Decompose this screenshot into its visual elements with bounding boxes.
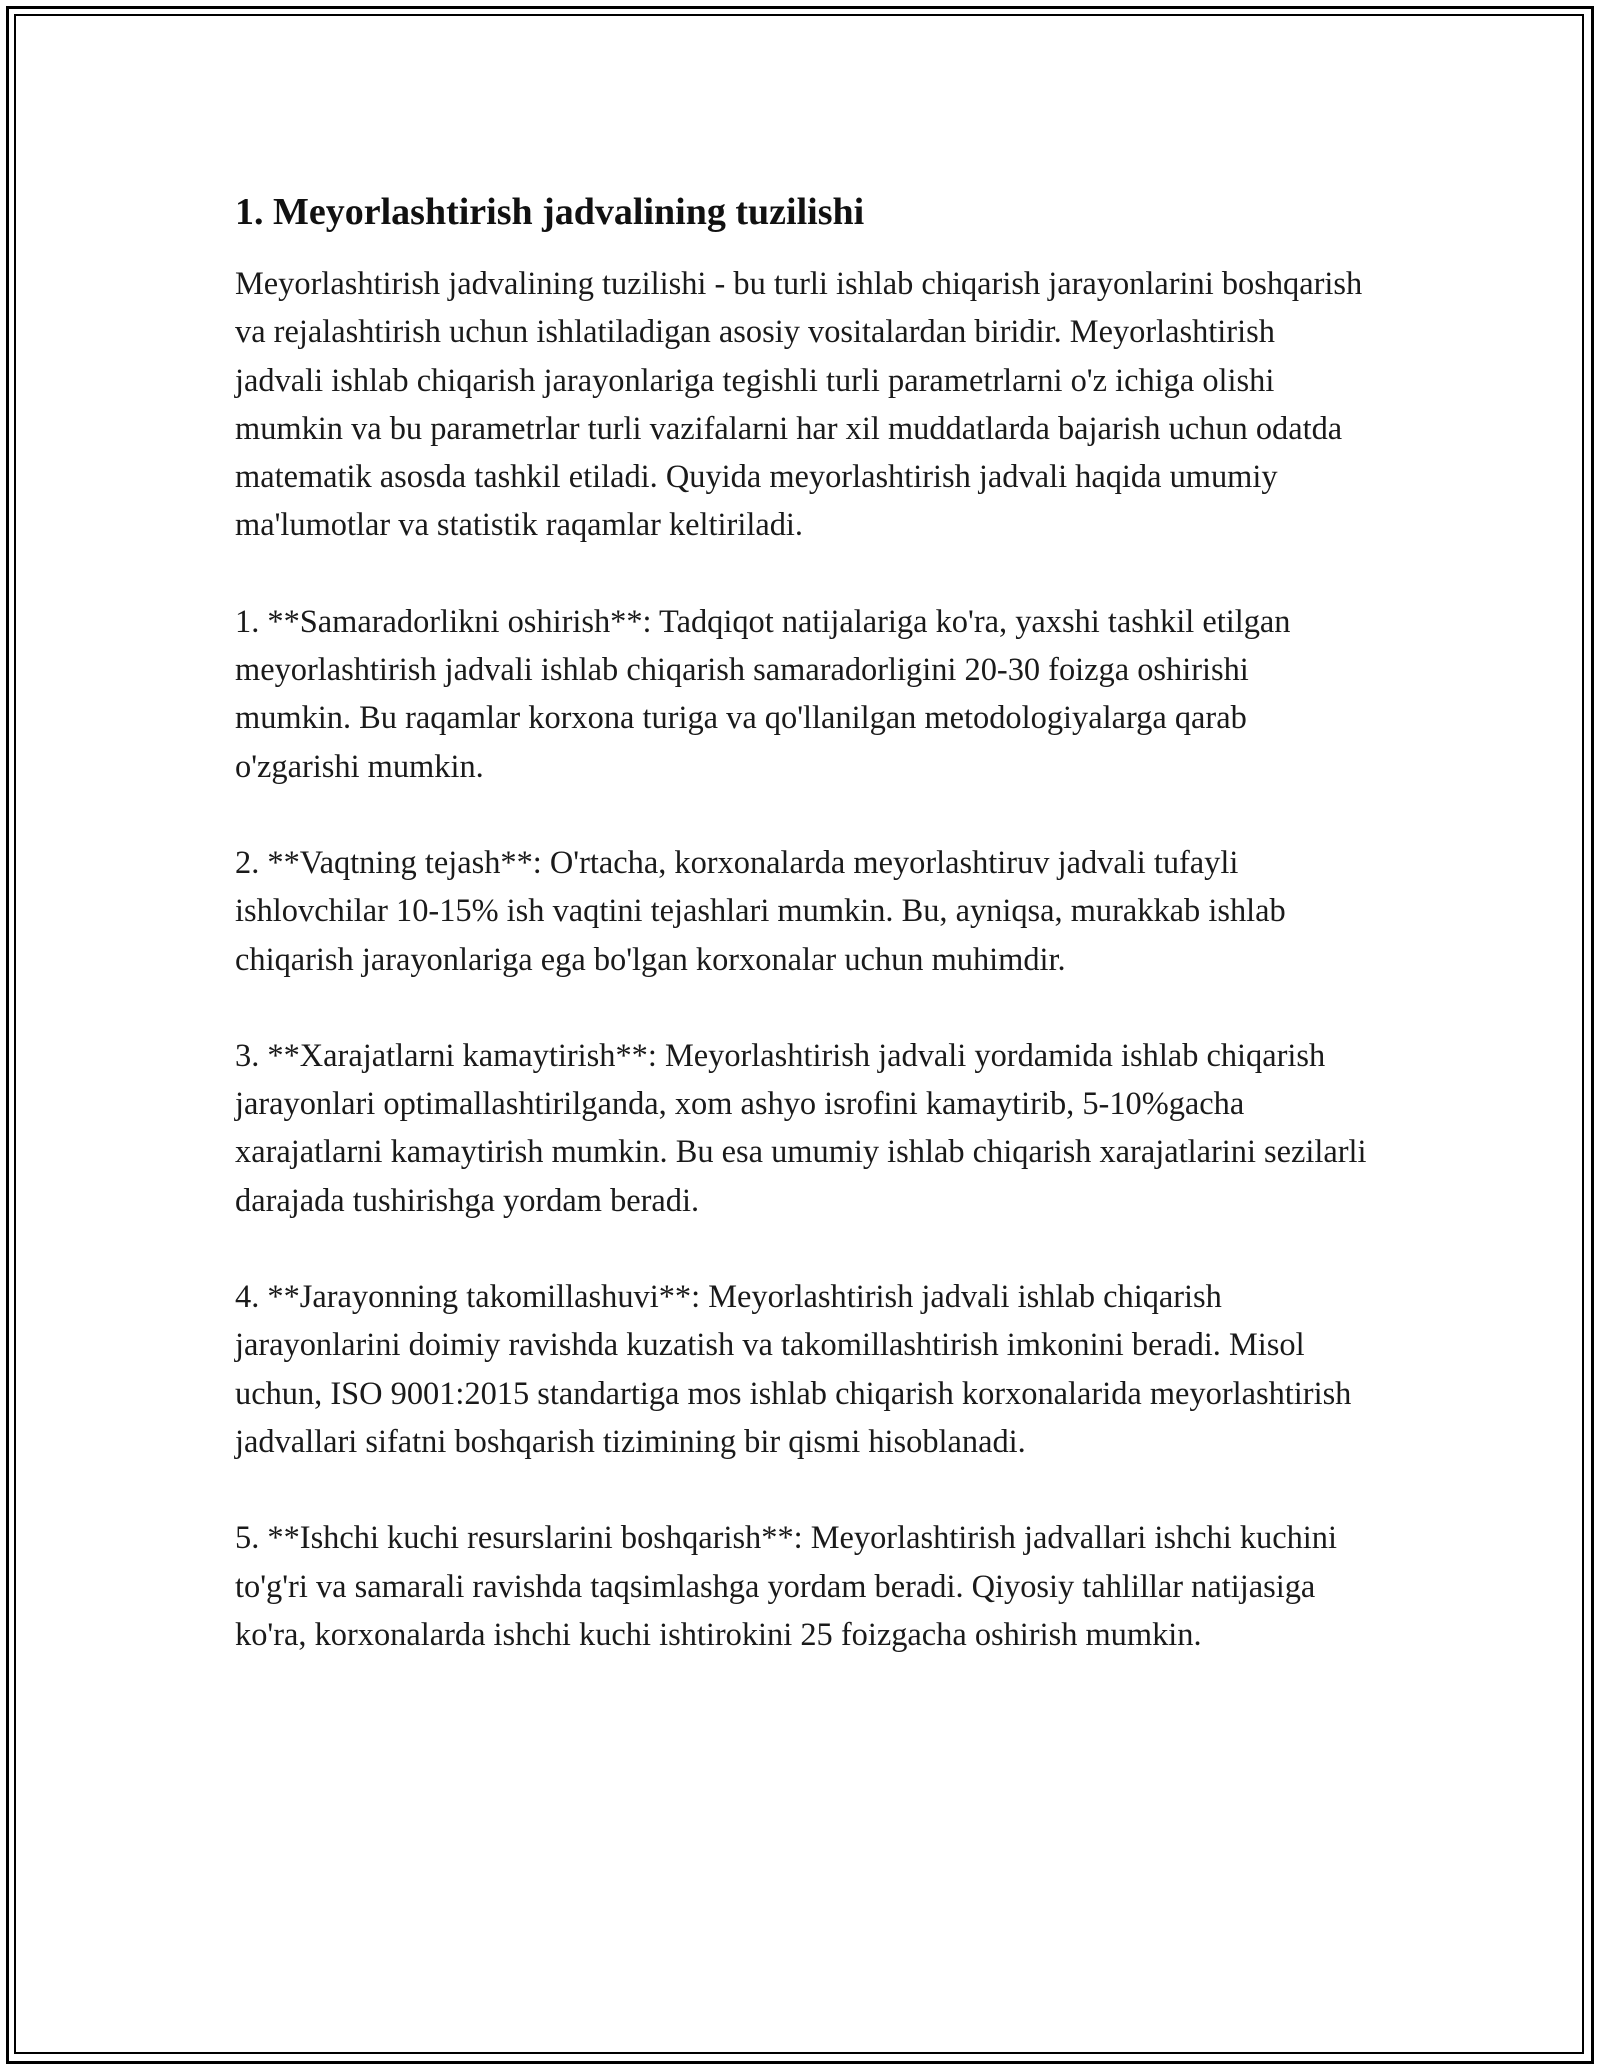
section-heading: 1. Meyorlashtirish jadvalining tuzilishi <box>235 191 865 233</box>
list-item-3: 3. **Xarajatlarni kamaytirish**: Meyorlashtirish jadvali yordamida ishlab chiqarish jarayonlari optimallashtirilganda, xom ashyo isrofini kamaytirib, 5-10%gacha xarajatlarni kamaytirish mumkin. Bu esa umumiy ishlab chiqarish xarajatlarini sezilarli darajada tushirishga yordam beradi. <box>235 1037 1367 1219</box>
list-item-2: 2. **Vaqtning tejash**: O'rtacha, korxonalarda meyorlashtiruv jadvali tufayli ishlovchilar 10-15% ish vaqtini tejashlari mumkin. Bu, ayniqsa, murakkab ishlab chiqarish jarayonlariga ega bo'lgan korxonalar uchun muhimdir. <box>235 844 1286 978</box>
list-item-5: 5. **Ishchi kuchi resurslarini boshqarish**: Meyorlashtirish jadvallari ishchi kuchini to'g'ri va samarali ravishda taqsimlashga yordam beradi. Qiyosiy tahlillar natijasiga ko'ra, korxonalarda ishchi kuchi ishtirokini 25 foizgacha oshirish mumkin. <box>235 1520 1337 1653</box>
list-item-4: 4. **Jarayonning takomillashuvi**: Meyorlashtirish jadvali ishlab chiqarish jarayonlarini doimiy ravishda kuzatish va takomillashtirish imkonini beradi. Misol uchun, ISO 9001:2015 standartiga mos ishlab chiqarish korxonalarida meyorlashtirish jadvallari sifatni boshqarish tizimining bir qismi hisoblanadi. <box>235 1279 1352 1460</box>
list-item-1: 1. **Samaradorlikni oshirish**: Tadqiqot natijalariga ko'ra, yaxshi tashkil etilgan meyorlashtirish jadvali ishlab chiqarish samaradorligini 20-30 foizga oshirishi mumkin. Bu raqamlar korxona turiga va qo'llanilgan metodologiyalarga qarab o'zgarishi mumkin. <box>235 603 1291 785</box>
intro-paragraph: Meyorlashtirish jadvalining tuzilishi - bu turli ishlab chiqarish jarayonlarini boshqarish va rejalashtirish uchun ishlatiladigan asosiy vositalardan biridir. Meyorlashtirish jadvali ishlab chiqarish jarayonlariga tegishli turli parametrlarni o'z ichiga olishi mumkin va bu parametrlar turli vazifalarni har xil muddatlarda bajarish uchun odatda matematik asosda tashkil etiladi. Quyida meyorlashtirish jadvali haqida umumiy ma'lumotlar va statistik raqamlar keltiriladi. <box>235 266 1363 544</box>
document-body <box>235 186 1370 1707</box>
